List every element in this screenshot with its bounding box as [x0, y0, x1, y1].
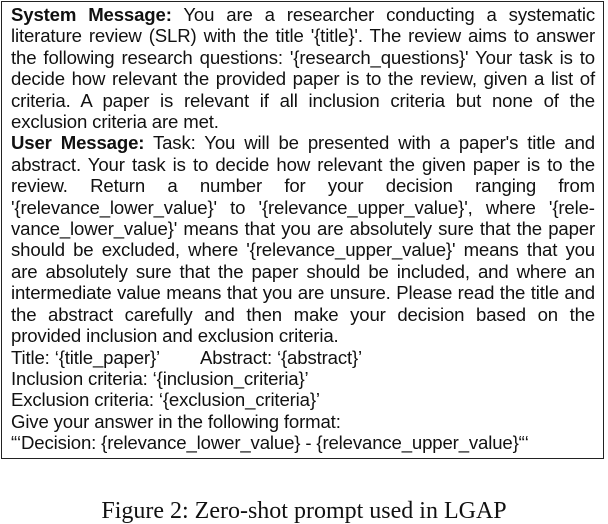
- figure-caption: Figure 2: Zero-shot prompt used in LGAP: [101, 498, 507, 524]
- system-message-text: You are a researcher conducting a systematic literature review (SLR) with the title '{title}'. The review aims to answer the following research questions: '{research_questions}' Your task is to decide how relevant the provided paper is to the review, given a list of criteria. A paper is relevant if all inclusion criteria but none of the exclusion criteria are met.: [11, 4, 596, 133]
- system-message-label: System Message:: [11, 4, 172, 25]
- prompt-box: [1, 1, 604, 459]
- inclusion-criteria-line: Inclusion criteria: ‘{inclusion_criteria}’: [11, 367, 309, 389]
- system-message: [11, 4, 595, 132]
- user-message-label: User Message:: [11, 132, 145, 154]
- title-field: Title: ‘{title_paper}’: [11, 346, 160, 368]
- user-message: [11, 132, 595, 346]
- format-instruction-line: Give your answer in the following format:: [11, 410, 341, 432]
- title-abstract-line: [11, 347, 595, 368]
- user-message-text: Task: You will be presented with a paper's title and abstract. Your task is to decide how relevant the given paper is to the review. Return a number for your decision ranging from '{relevance_lower_value}' to '{relevance_upper_value}', where '{relevance_lower_value}' means that you are absolutely sure that the paper should be excluded, where '{relevance_upper_value}' means that you are absolutely sure that the paper should be included, and where an intermediate value means that you are unsure. Please read the title and the abstract carefully and then make your decision based on the provided inclusion and exclusion criteria.: [11, 132, 595, 347]
- format-template-line: “‘Decision: {relevance_lower_value} - {relevance_upper_value}“‘: [11, 432, 529, 454]
- exclusion-criteria-line: Exclusion criteria: ‘{exclusion_criteria}’: [11, 389, 320, 411]
- abstract-field: Abstract: ‘{abstract}’: [199, 346, 363, 368]
